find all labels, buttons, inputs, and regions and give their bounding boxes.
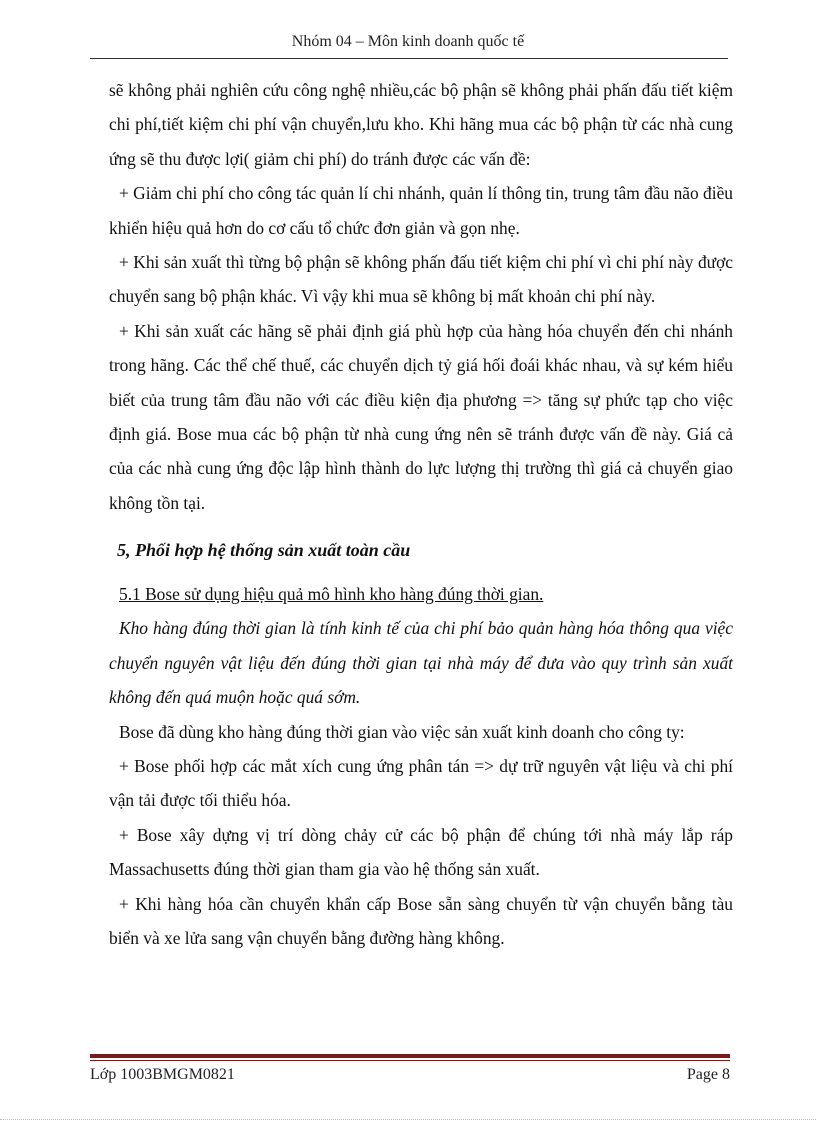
paragraph-supply-chain: + Bose phối hợp các mắt xích cung ứng phân tán => dự trữ nguyên vật liệu và chi phí vận tải được tối thiểu hóa. bbox=[109, 755, 733, 811]
class-label: Lớp 1003BMGM0821 bbox=[90, 1066, 235, 1083]
subsection-heading: 5.1 Bose sử dụng hiệu quả mô hình kho hàng đúng thời gian. bbox=[119, 584, 544, 605]
paragraph-management-cost: + Giảm chi phí cho công tác quản lí chi nhánh, quản lí thông tin, trung tâm đầu não điều khiển hiệu quả hơn do cơ cấu tổ chức đơn giản và gọn nhẹ. bbox=[109, 183, 733, 238]
paragraph-transfer-pricing: + Khi sản xuất các hãng sẽ phải định giá phù hợp của hàng hóa chuyển đến chi nhánh trong hãng. Các thể chế thuế, các chuyển dịch tỷ giá hối đoái khác nhau, và sự kém hiểu biết của trung tâm đầu não với các điều kiện địa phương => tăng sự phức tạp cho việc định giá. Bose mua các bộ phận từ nhà cung ứng nên sẽ tránh được vấn đề này. Giá cả của các nhà cung ứng độc lập hình thành do lực lượng thị trường thì giá cả chuyển giao không tồn tại. bbox=[109, 320, 733, 513]
paragraph-flow-position: + Bose xây dựng vị trí dòng chảy cử các bộ phận để chúng tới nhà máy lắp ráp Massachusetts đúng thời gian tham gia vào hệ thống sản xuất. bbox=[109, 824, 733, 880]
paragraph-jit-definition: Kho hàng đúng thời gian là tính kinh tế của chi phí bảo quản hàng hóa thông qua việc chuyển nguyên vật liệu đến đúng thời gian tại nhà máy để đưa vào quy trình sản xuất không đến quá muộn hoặc quá sớm. bbox=[109, 618, 733, 708]
footer-divider-thin bbox=[90, 1060, 730, 1061]
paragraph-cost-intro: sẽ không phải nghiên cứu công nghệ nhiều,các bộ phận sẽ không phải phấn đấu tiết kiệm chi phí,tiết kiệm chi phí vận chuyển,lưu kho. Khi hãng mua các bộ phận từ các nhà cung ứng sẽ thu được lợi( giảm chi phí) do tránh được các vấn đề: bbox=[109, 80, 733, 169]
header-divider bbox=[90, 58, 728, 59]
page-number: Page 8 bbox=[686, 1066, 730, 1083]
paragraph-urgent-shipping: + Khi hàng hóa cần chuyển khẩn cấp Bose sẵn sàng chuyển từ vận chuyển bằng tàu biển và xe lửa sang vận chuyển bằng đường hàng không. bbox=[109, 893, 733, 948]
footer-divider bbox=[90, 1054, 730, 1058]
document-body bbox=[109, 73, 733, 955]
paragraph-jit-usage: Bose đã dùng kho hàng đúng thời gian vào việc sản xuất kinh doanh cho công ty: bbox=[119, 721, 685, 742]
page-header: Nhóm 04 – Môn kinh doanh quốc tế bbox=[291, 33, 525, 50]
paragraph-production-cost: + Khi sản xuất thì từng bộ phận sẽ không phấn đấu tiết kiệm chi phí vì chi phí này được chuyển sang bộ phận khác. Vì vậy khi mua sẽ không bị mất khoản chi phí này. bbox=[109, 252, 733, 307]
section-heading: 5, Phối hợp hệ thống sản xuất toàn cầu bbox=[117, 540, 411, 561]
page-bottom-border bbox=[0, 1119, 816, 1120]
